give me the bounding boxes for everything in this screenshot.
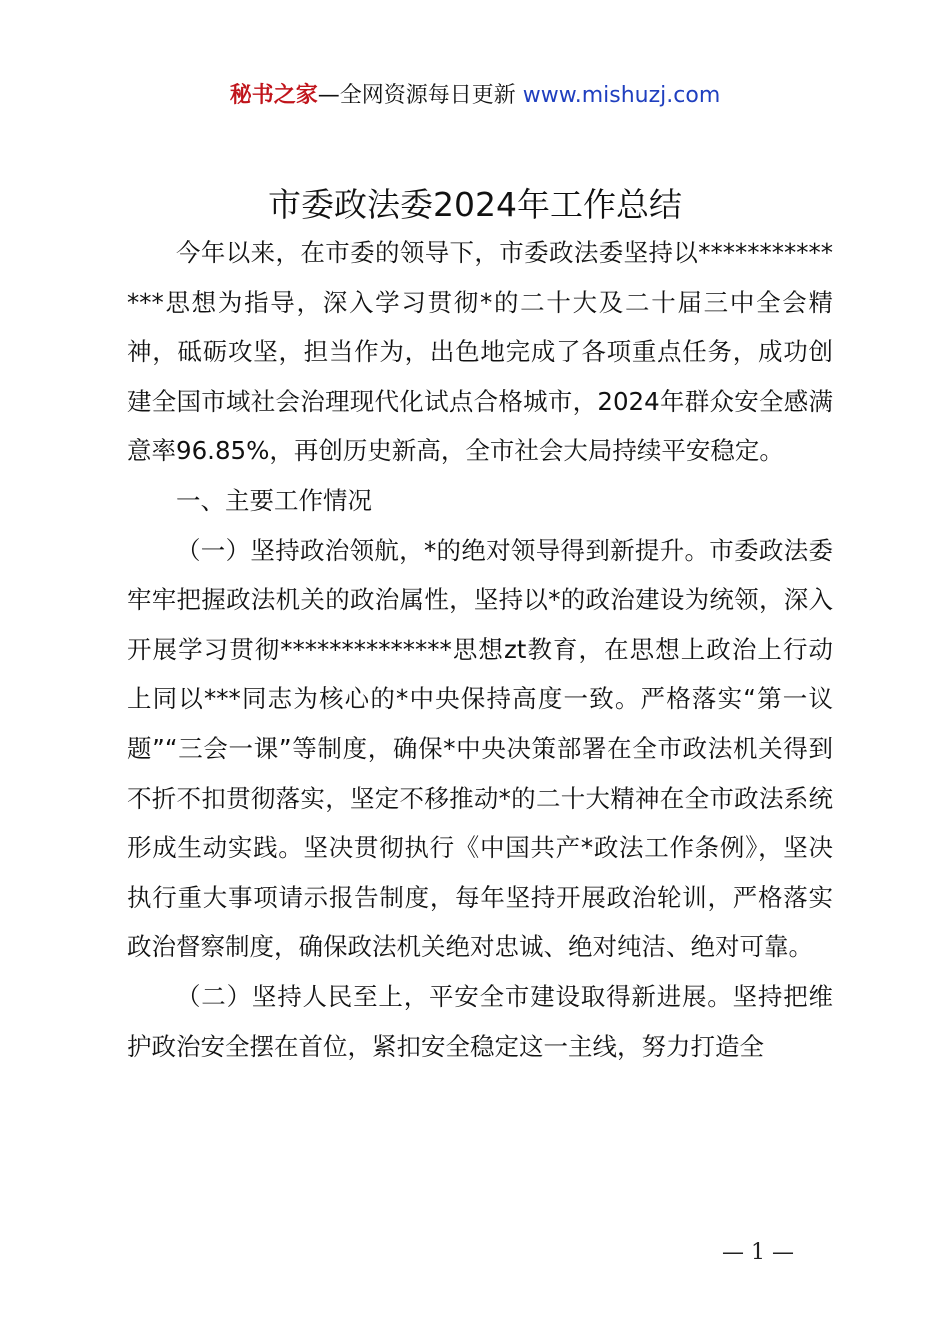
header-site-link[interactable]: www.mishuzj.com xyxy=(522,83,721,108)
paragraph-political-leadership: （一）坚持政治领航，*的绝对领导得到新提升。市委政法委牢牢把握政法机关的政治属性，坚持以*的政治建设为统领，深入开展学习贯彻**************思想zt教育，在思想上政治上行动上同以***同志为核心的*中央保持高度一致。严格落实“第一议题”“三会一课”等制度，确保*中央决策部署在全市政法机关得到不折不扣贯彻落实，坚定不移推动*的二十大精神在全市政法系统形成生动实践。坚决贯彻执行《中国共产*政法工作条例》，坚决执行重大事项请示报告制度，每年坚持开展政治轮训，严格落实政治督察制度，确保政法机关绝对忠诚、绝对纯洁、绝对可靠。 xyxy=(127,535,833,962)
header-brand: 秘书之家 xyxy=(229,83,318,108)
section-heading-main-work: 一、主要工作情况 xyxy=(176,485,372,515)
document-title: 市委政法委2024年工作总结 xyxy=(268,185,682,224)
watermark-header xyxy=(0,80,950,112)
page-number: — 1 — xyxy=(722,1240,794,1265)
header-tagline: —全网资源每日更新 xyxy=(317,83,523,108)
document-body xyxy=(127,228,833,1071)
paragraph-intro: 今年以来，在市委的领导下，市委政法委坚持以**************思想为指导，深入学习贯彻*的二十大及二十届三中全会精神，砥砺攻坚，担当作为，出色地完成了各项重点任务，成功创建全国市域社会治理现代化试点合格城市，2024年群众安全感满意率96.85%，再创历史新高，全市社会大局持续平安稳定。 xyxy=(127,238,833,466)
paragraph-people-first: （二）坚持人民至上，平安全市建设取得新进展。坚持把维护政治安全摆在首位，紧扣安全稳定这一主线，努力打造全 xyxy=(127,981,833,1061)
